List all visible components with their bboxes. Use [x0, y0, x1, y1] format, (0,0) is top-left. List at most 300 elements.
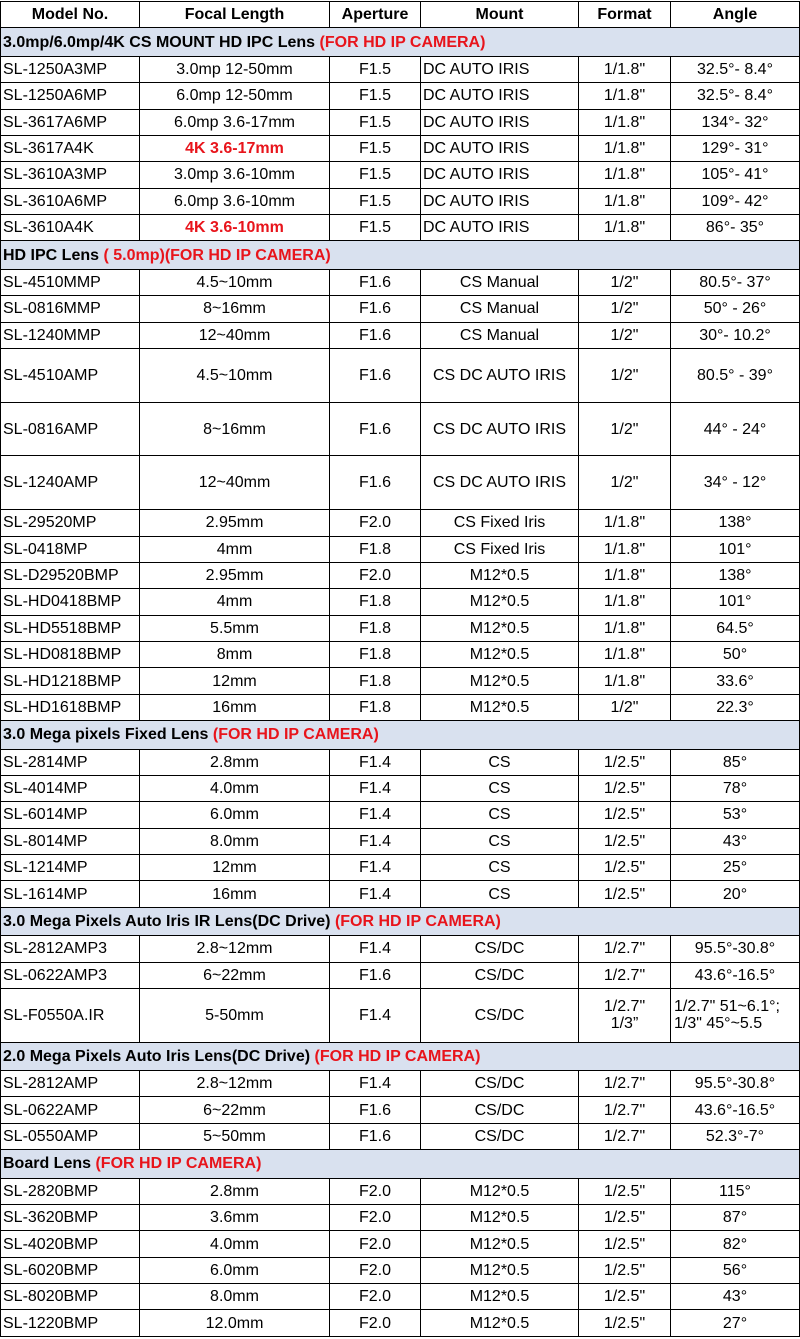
focal-length-cell: 3.0mp 3.6-10mm: [140, 162, 330, 188]
section-title: HD IPC Lens: [3, 246, 100, 264]
aperture-cell: F1.8: [330, 589, 421, 615]
angle-cell: 86°- 35°: [671, 215, 800, 241]
aperture-cell: F1.5: [330, 83, 421, 109]
focal-length-cell: 2.8~12mm: [140, 936, 330, 962]
mount-cell: M12*0.5: [421, 668, 579, 694]
mount-cell: CS: [421, 881, 579, 907]
focal-length-cell: 12.0mm: [140, 1310, 330, 1337]
format-cell: 1/1.8": [579, 615, 671, 641]
angle-cell: [671, 988, 800, 1042]
angle-cell: 43.6°-16.5°: [671, 1097, 800, 1123]
angle-cell: 95.5°-30.8°: [671, 1071, 800, 1097]
mount-cell: M12*0.5: [421, 562, 579, 588]
model-cell: SL-2820BMP: [1, 1178, 140, 1204]
section-header-row: [1, 28, 800, 56]
lens-table-body: [1, 2, 800, 1337]
angle-cell: 44° - 24°: [671, 402, 800, 456]
section-header: [1, 1150, 800, 1178]
angle-cell: 78°: [671, 775, 800, 801]
format-cell: 1/1.8": [579, 188, 671, 214]
focal-length-cell: 8~16mm: [140, 296, 330, 322]
section-title: 2.0 Mega Pixels Auto Iris Lens(DC Drive): [3, 1047, 311, 1065]
mount-cell: M12*0.5: [421, 589, 579, 615]
model-cell: SL-6014MP: [1, 802, 140, 828]
mount-cell: CS/DC: [421, 962, 579, 988]
format-cell: 1/2.5": [579, 1284, 671, 1310]
mount-cell: CS/DC: [421, 1123, 579, 1149]
table-row: [1, 348, 800, 402]
focal-length-cell: 6~22mm: [140, 1097, 330, 1123]
focal-length-cell: 4.5~10mm: [140, 269, 330, 295]
mount-cell: CS Manual: [421, 322, 579, 348]
format-cell: 1/2.7": [579, 1071, 671, 1097]
table-row: [1, 1178, 800, 1204]
format-cell: 1/2.5": [579, 1178, 671, 1204]
format-cell: 1/2.5": [579, 881, 671, 907]
aperture-cell: F1.5: [330, 109, 421, 135]
aperture-cell: F1.8: [330, 694, 421, 720]
model-cell: SL-3617A6MP: [1, 109, 140, 135]
section-title: 3.0 Mega pixels Fixed Lens: [3, 726, 209, 744]
mount-cell: M12*0.5: [421, 615, 579, 641]
model-cell: SL-HD0418BMP: [1, 589, 140, 615]
angle-cell: 101°: [671, 589, 800, 615]
mount-cell: CS: [421, 749, 579, 775]
angle-cell: 53°: [671, 802, 800, 828]
model-cell: SL-D29520BMP: [1, 562, 140, 588]
section-title: Board Lens: [3, 1155, 92, 1173]
angle-line: 1/3" 45°~5.5: [674, 1015, 763, 1033]
aperture-cell: F1.6: [330, 456, 421, 510]
format-cell: 1/1.8": [579, 536, 671, 562]
angle-cell: 56°: [671, 1257, 800, 1283]
model-cell: SL-2812AMP: [1, 1071, 140, 1097]
header-format: Format: [579, 2, 671, 28]
model-cell: SL-HD1618BMP: [1, 694, 140, 720]
section-note: ( 5.0mp)(FOR HD IP CAMERA): [103, 246, 331, 264]
angle-cell: 105°- 41°: [671, 162, 800, 188]
mount-cell: M12*0.5: [421, 1257, 579, 1283]
angle-cell: 52.3°-7°: [671, 1123, 800, 1149]
focal-length-cell: 2.95mm: [140, 510, 330, 536]
mount-cell: CS DC AUTO IRIS: [421, 456, 579, 510]
format-cell: 1/1.8": [579, 589, 671, 615]
format-cell: 1/2.5": [579, 1310, 671, 1337]
format-cell: 1/2.5": [579, 1231, 671, 1257]
focal-length-cell: 6.0mm: [140, 1257, 330, 1283]
angle-cell: 32.5°- 8.4°: [671, 83, 800, 109]
aperture-cell: F2.0: [330, 562, 421, 588]
table-row: [1, 694, 800, 720]
section-header-row: [1, 241, 800, 269]
section-header-row: [1, 907, 800, 935]
table-row: [1, 83, 800, 109]
section-header-row: [1, 721, 800, 749]
table-row: [1, 162, 800, 188]
focal-length-cell: 5.5mm: [140, 615, 330, 641]
model-cell: SL-3610A4K: [1, 215, 140, 241]
mount-cell: DC AUTO IRIS: [421, 215, 579, 241]
aperture-cell: F1.8: [330, 536, 421, 562]
aperture-cell: F1.4: [330, 855, 421, 881]
angle-cell: 27°: [671, 1310, 800, 1337]
aperture-cell: F1.6: [330, 962, 421, 988]
model-cell: SL-3617A4K: [1, 135, 140, 161]
format-line: 1/3”: [610, 1015, 639, 1033]
aperture-cell: F1.5: [330, 215, 421, 241]
focal-length-cell: 4.0mm: [140, 775, 330, 801]
mount-cell: CS: [421, 775, 579, 801]
model-cell: SL-0816AMP: [1, 402, 140, 456]
mount-cell: CS Manual: [421, 296, 579, 322]
aperture-cell: F2.0: [330, 1204, 421, 1230]
format-cell: 1/2.5": [579, 1204, 671, 1230]
model-cell: SL-4510MMP: [1, 269, 140, 295]
focal-length-cell: 16mm: [140, 881, 330, 907]
section-header: [1, 28, 800, 56]
model-cell: SL-1240MMP: [1, 322, 140, 348]
focal-length-cell: 4mm: [140, 536, 330, 562]
focal-length-cell: 8~16mm: [140, 402, 330, 456]
mount-cell: CS: [421, 828, 579, 854]
format-cell: 1/2": [579, 322, 671, 348]
header-mount: Mount: [421, 2, 579, 28]
angle-cell: 43.6°-16.5°: [671, 962, 800, 988]
angle-cell: 30°- 10.2°: [671, 322, 800, 348]
focal-length-cell: 3.6mm: [140, 1204, 330, 1230]
mount-cell: M12*0.5: [421, 1310, 579, 1337]
model-cell: SL-29520MP: [1, 510, 140, 536]
format-cell: 1/1.8": [579, 215, 671, 241]
mount-cell: CS Fixed Iris: [421, 536, 579, 562]
focal-length-cell: 4.5~10mm: [140, 348, 330, 402]
aperture-cell: F1.6: [330, 1097, 421, 1123]
format-cell: 1/1.8": [579, 510, 671, 536]
table-row: [1, 536, 800, 562]
focal-length-cell: 12mm: [140, 668, 330, 694]
focal-length-cell: 5-50mm: [140, 988, 330, 1042]
format-cell: 1/1.8": [579, 135, 671, 161]
model-cell: SL-1250A6MP: [1, 83, 140, 109]
aperture-cell: F1.6: [330, 269, 421, 295]
model-cell: SL-3610A6MP: [1, 188, 140, 214]
format-cell: 1/1.8": [579, 668, 671, 694]
aperture-cell: F1.5: [330, 56, 421, 82]
table-row: [1, 881, 800, 907]
header-angle: Angle: [671, 2, 800, 28]
format-cell: 1/2": [579, 456, 671, 510]
aperture-cell: F2.0: [330, 1310, 421, 1337]
table-row: [1, 1204, 800, 1230]
aperture-cell: F2.0: [330, 1178, 421, 1204]
model-cell: SL-3610A3MP: [1, 162, 140, 188]
table-row: [1, 749, 800, 775]
table-row: [1, 589, 800, 615]
table-row: [1, 1257, 800, 1283]
model-cell: SL-HD1218BMP: [1, 668, 140, 694]
focal-length-cell: 8.0mm: [140, 828, 330, 854]
format-cell: 1/2.5": [579, 855, 671, 881]
focal-length-cell: 2.95mm: [140, 562, 330, 588]
table-row: [1, 615, 800, 641]
section-header: [1, 721, 800, 749]
format-cell: 1/2.7": [579, 1097, 671, 1123]
angle-cell: 33.6°: [671, 668, 800, 694]
table-row: [1, 56, 800, 82]
section-note: (FOR HD IP CAMERA): [319, 33, 486, 51]
table-row: [1, 1097, 800, 1123]
mount-cell: M12*0.5: [421, 1231, 579, 1257]
mount-cell: DC AUTO IRIS: [421, 188, 579, 214]
model-cell: SL-1614MP: [1, 881, 140, 907]
aperture-cell: F1.6: [330, 1123, 421, 1149]
section-title: 3.0 Mega Pixels Auto Iris IR Lens(DC Drive): [3, 912, 331, 930]
model-cell: SL-0622AMP: [1, 1097, 140, 1123]
model-cell: SL-8014MP: [1, 828, 140, 854]
format-cell: 1/1.8": [579, 83, 671, 109]
format-cell: 1/1.8": [579, 162, 671, 188]
focal-length-cell: 4mm: [140, 589, 330, 615]
table-row: [1, 269, 800, 295]
aperture-cell: F1.6: [330, 402, 421, 456]
focal-length-cell: 3.0mp 12-50mm: [140, 56, 330, 82]
aperture-cell: F2.0: [330, 510, 421, 536]
focal-length-cell: 5~50mm: [140, 1123, 330, 1149]
format-cell: 1/2.5": [579, 775, 671, 801]
mount-cell: CS/DC: [421, 1071, 579, 1097]
aperture-cell: F1.8: [330, 615, 421, 641]
mount-cell: CS/DC: [421, 1097, 579, 1123]
format-cell: 1/2": [579, 694, 671, 720]
format-cell: 1/2.7": [579, 936, 671, 962]
format-cell: 1/2": [579, 296, 671, 322]
aperture-cell: F1.4: [330, 1071, 421, 1097]
format-cell: 1/1.8": [579, 56, 671, 82]
model-cell: SL-2814MP: [1, 749, 140, 775]
table-row: [1, 988, 800, 1042]
model-cell: SL-0550AMP: [1, 1123, 140, 1149]
mount-cell: M12*0.5: [421, 642, 579, 668]
mount-cell: M12*0.5: [421, 1284, 579, 1310]
table-row: [1, 296, 800, 322]
model-cell: SL-4014MP: [1, 775, 140, 801]
header-aperture: Aperture: [330, 2, 421, 28]
table-row: [1, 1231, 800, 1257]
section-note: (FOR HD IP CAMERA): [212, 726, 379, 744]
table-row: [1, 828, 800, 854]
mount-cell: DC AUTO IRIS: [421, 56, 579, 82]
format-cell: 1/2.5": [579, 828, 671, 854]
aperture-cell: F1.5: [330, 135, 421, 161]
focal-length-cell: 2.8mm: [140, 749, 330, 775]
table-row: [1, 322, 800, 348]
table-row: [1, 510, 800, 536]
aperture-cell: F1.5: [330, 162, 421, 188]
format-cell: 1/2": [579, 269, 671, 295]
aperture-cell: F1.6: [330, 296, 421, 322]
header-model: Model No.: [1, 2, 140, 28]
focal-length-cell: 6.0mp 3.6-17mm: [140, 109, 330, 135]
angle-cell: 80.5° - 39°: [671, 348, 800, 402]
format-cell: 1/2.7": [579, 962, 671, 988]
model-cell: SL-8020BMP: [1, 1284, 140, 1310]
mount-cell: DC AUTO IRIS: [421, 109, 579, 135]
section-note: (FOR HD IP CAMERA): [95, 1155, 262, 1173]
mount-cell: CS: [421, 802, 579, 828]
model-cell: SL-1250A3MP: [1, 56, 140, 82]
table-row: [1, 456, 800, 510]
aperture-cell: F1.6: [330, 322, 421, 348]
table-row: [1, 1123, 800, 1149]
focal-length-cell: 6~22mm: [140, 962, 330, 988]
aperture-cell: F2.0: [330, 1257, 421, 1283]
focal-length-cell: 4K 3.6-17mm: [140, 135, 330, 161]
mount-cell: DC AUTO IRIS: [421, 83, 579, 109]
focal-length-cell: 12mm: [140, 855, 330, 881]
aperture-cell: F1.8: [330, 642, 421, 668]
angle-cell: 64.5°: [671, 615, 800, 641]
table-row: [1, 936, 800, 962]
focal-length-cell: 16mm: [140, 694, 330, 720]
angle-cell: 20°: [671, 881, 800, 907]
model-cell: SL-HD5518BMP: [1, 615, 140, 641]
angle-cell: 25°: [671, 855, 800, 881]
focal-length-cell: 6.0mp 12-50mm: [140, 83, 330, 109]
section-title: 3.0mp/6.0mp/4K CS MOUNT HD IPC Lens: [3, 33, 316, 51]
format-cell: 1/2.7": [579, 1123, 671, 1149]
aperture-cell: F1.4: [330, 749, 421, 775]
format-cell: 1/2": [579, 348, 671, 402]
section-header: [1, 907, 800, 935]
aperture-cell: F2.0: [330, 1284, 421, 1310]
model-cell: SL-1214MP: [1, 855, 140, 881]
aperture-cell: F1.4: [330, 828, 421, 854]
focal-length-cell: 8mm: [140, 642, 330, 668]
aperture-cell: F1.4: [330, 988, 421, 1042]
mount-cell: CS: [421, 855, 579, 881]
angle-cell: 95.5°-30.8°: [671, 936, 800, 962]
angle-cell: 34° - 12°: [671, 456, 800, 510]
mount-cell: CS DC AUTO IRIS: [421, 402, 579, 456]
angle-cell: 80.5°- 37°: [671, 269, 800, 295]
format-cell: [579, 988, 671, 1042]
angle-cell: 85°: [671, 749, 800, 775]
table-row: [1, 562, 800, 588]
model-cell: SL-1240AMP: [1, 456, 140, 510]
mount-cell: M12*0.5: [421, 1178, 579, 1204]
angle-cell: 43°: [671, 1284, 800, 1310]
focal-length-cell: 4.0mm: [140, 1231, 330, 1257]
table-row: [1, 1310, 800, 1337]
table-row: [1, 135, 800, 161]
mount-cell: DC AUTO IRIS: [421, 135, 579, 161]
format-cell: 1/2.5": [579, 802, 671, 828]
focal-length-cell: 12~40mm: [140, 322, 330, 348]
table-row: [1, 109, 800, 135]
model-cell: SL-HD0818BMP: [1, 642, 140, 668]
section-note: (FOR HD IP CAMERA): [334, 912, 501, 930]
focal-length-cell: 4K 3.6-10mm: [140, 215, 330, 241]
section-header: [1, 1042, 800, 1070]
aperture-cell: F1.4: [330, 881, 421, 907]
focal-length-cell: 6.0mp 3.6-10mm: [140, 188, 330, 214]
mount-cell: CS Fixed Iris: [421, 510, 579, 536]
model-cell: SL-4020BMP: [1, 1231, 140, 1257]
table-row: [1, 1071, 800, 1097]
model-cell: SL-1220BMP: [1, 1310, 140, 1337]
section-note: (FOR HD IP CAMERA): [314, 1047, 481, 1065]
lens-spec-table: [0, 1, 800, 1337]
angle-line: 1/2.7" 51~6.1°;: [674, 998, 780, 1016]
format-cell: 1/1.8": [579, 109, 671, 135]
aperture-cell: F1.5: [330, 188, 421, 214]
aperture-cell: F1.4: [330, 775, 421, 801]
angle-cell: 50°: [671, 642, 800, 668]
format-cell: 1/2.5": [579, 1257, 671, 1283]
format-cell: 1/2.5": [579, 749, 671, 775]
table-row: [1, 668, 800, 694]
table-row: [1, 188, 800, 214]
angle-cell: 138°: [671, 510, 800, 536]
model-cell: SL-0622AMP3: [1, 962, 140, 988]
mount-cell: CS DC AUTO IRIS: [421, 348, 579, 402]
angle-cell: 43°: [671, 828, 800, 854]
aperture-cell: F2.0: [330, 1231, 421, 1257]
aperture-cell: F1.8: [330, 668, 421, 694]
mount-cell: CS/DC: [421, 936, 579, 962]
format-cell: 1/1.8": [579, 642, 671, 668]
table-row: [1, 402, 800, 456]
angle-cell: 87°: [671, 1204, 800, 1230]
format-cell: 1/2": [579, 402, 671, 456]
mount-cell: CS/DC: [421, 988, 579, 1042]
header-focal-length: Focal Length: [140, 2, 330, 28]
header-row: [1, 2, 800, 28]
model-cell: SL-F0550A.IR: [1, 988, 140, 1042]
table-row: [1, 1284, 800, 1310]
model-cell: SL-2812AMP3: [1, 936, 140, 962]
angle-cell: 134°- 32°: [671, 109, 800, 135]
section-header-row: [1, 1150, 800, 1178]
angle-cell: 50° - 26°: [671, 296, 800, 322]
model-cell: SL-0816MMP: [1, 296, 140, 322]
angle-cell: 32.5°- 8.4°: [671, 56, 800, 82]
model-cell: SL-0418MP: [1, 536, 140, 562]
mount-cell: CS Manual: [421, 269, 579, 295]
model-cell: SL-6020BMP: [1, 1257, 140, 1283]
table-row: [1, 962, 800, 988]
focal-length-cell: 12~40mm: [140, 456, 330, 510]
focal-length-cell: 8.0mm: [140, 1284, 330, 1310]
angle-cell: 115°: [671, 1178, 800, 1204]
table-row: [1, 775, 800, 801]
focal-length-cell: 2.8mm: [140, 1178, 330, 1204]
angle-cell: 138°: [671, 562, 800, 588]
angle-cell: 109°- 42°: [671, 188, 800, 214]
table-row: [1, 642, 800, 668]
angle-cell: 82°: [671, 1231, 800, 1257]
focal-length-cell: 6.0mm: [140, 802, 330, 828]
aperture-cell: F1.4: [330, 802, 421, 828]
section-header-row: [1, 1042, 800, 1070]
aperture-cell: F1.4: [330, 936, 421, 962]
section-header: [1, 241, 800, 269]
format-line: 1/2.7": [603, 998, 646, 1016]
angle-cell: 129°- 31°: [671, 135, 800, 161]
aperture-cell: F1.6: [330, 348, 421, 402]
angle-cell: 22.3°: [671, 694, 800, 720]
table-row: [1, 802, 800, 828]
